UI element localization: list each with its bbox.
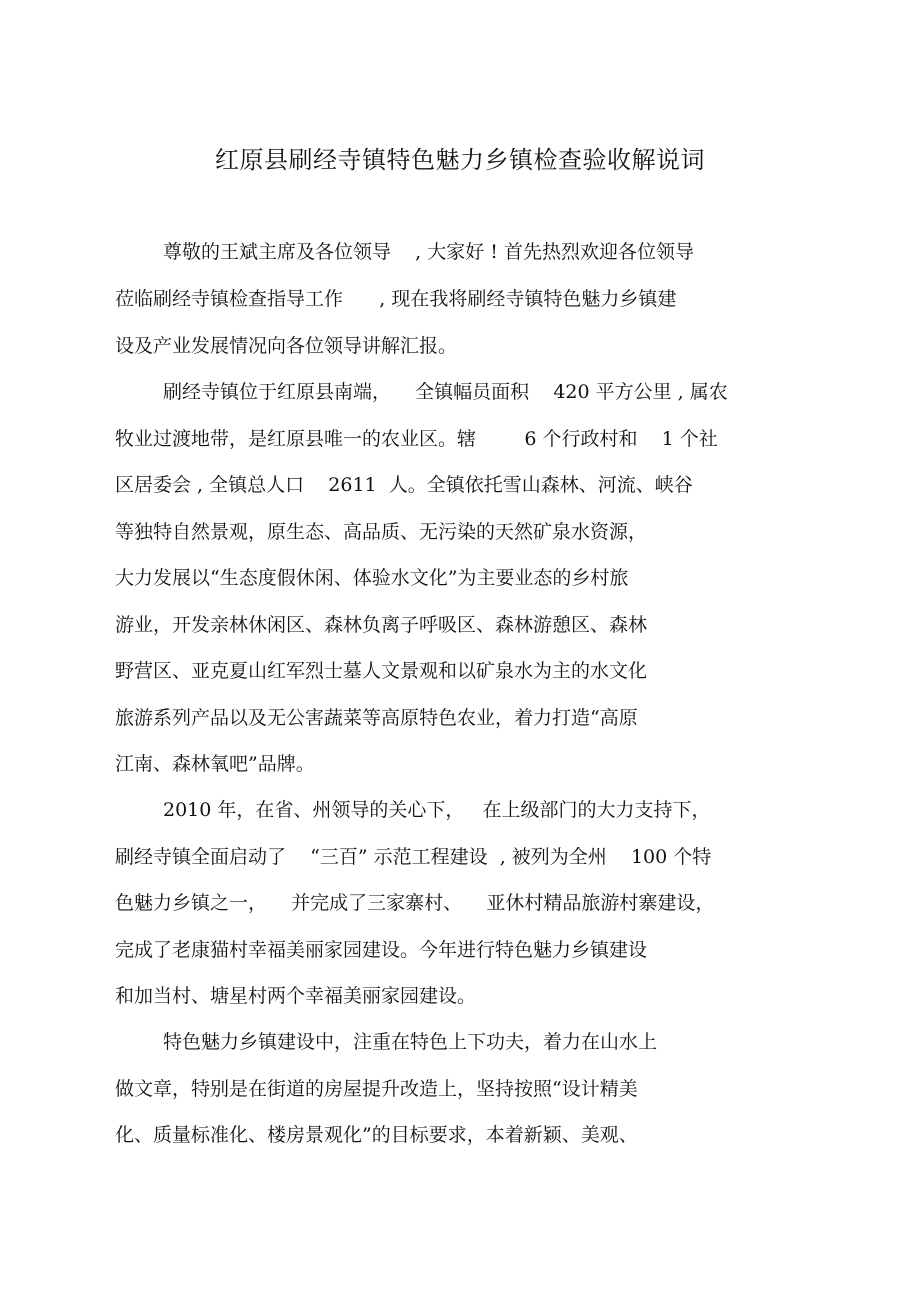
paragraph-line: 江南、森林氧吧”品牌。 xyxy=(115,753,315,775)
paragraph-line: 区居委会 , 全镇总人口 2611 人。全镇依托雪山森林、河流、峡谷 xyxy=(115,474,693,496)
paragraph-line: 牧业过渡地带，是红原县唯一的农业区。辖 6 个行政村和 1 个社 xyxy=(115,428,718,450)
paragraph-line: 色魅力乡镇之一， 并完成了三家寨村、 亚休村精品旅游村寨建设， xyxy=(115,892,715,914)
paragraph-line: 和加当村、塘星村两个幸福美丽家园建设。 xyxy=(115,985,477,1007)
paragraph-line: 游业，开发亲林休闲区、森林负离子呼吸区、森林游憩区、森林 xyxy=(115,614,648,636)
paragraph-line: 做文章，特别是在街道的房屋提升改造上，坚持按照“设计精美 xyxy=(115,1078,638,1100)
paragraph-line: 野营区、亚克夏山红军烈士墓人文景观和以矿泉水为主的水文化 xyxy=(115,660,648,682)
paragraph-line: 等独特自然景观，原生态、高品质、无污染的天然矿泉水资源， xyxy=(115,521,648,543)
paragraph-line: 化、质量标准化、楼房景观化”的目标要求，本着新颖、美观、 xyxy=(115,1124,638,1146)
paragraph-line: 大力发展以“生态度假休闲、体验水文化”为主要业态的乡村旅 xyxy=(115,567,629,589)
paragraph-line: 2010 年，在省、州领导的关心下， 在上级部门的大力支持下， xyxy=(163,799,711,821)
paragraph-line: 刷经寺镇全面启动了 “三百” 示范工程建设 , 被列为全州 100 个特 xyxy=(115,846,712,868)
paragraph-line: 刷经寺镇位于红原县南端， 全镇幅员面积 420 平方公里 , 属农 xyxy=(163,381,728,403)
paragraph-line: 设及产业发展情况向各位领导讲解汇报。 xyxy=(115,335,458,357)
paragraph-line: 莅临刷经寺镇检查指导工作 , 现在我将刷经寺镇特色魅力乡镇建 xyxy=(115,288,677,310)
paragraph-line: 旅游系列产品以及无公害蔬菜等高原特色农业，着力打造“高原 xyxy=(115,707,638,729)
document-title: 红原县刷经寺镇特色魅力乡镇检查验收解说词 xyxy=(215,146,705,174)
paragraph-line: 完成了老康猫村幸福美丽家园建设。今年进行特色魅力乡镇建设 xyxy=(115,939,648,961)
paragraph-line: 特色魅力乡镇建设中，注重在特色上下功夫，着力在山水上 xyxy=(163,1031,658,1053)
paragraph-line: 尊敬的王斌主席及各位领导 , 大家好 ! 首先热烈欢迎各位领导 xyxy=(163,241,694,263)
